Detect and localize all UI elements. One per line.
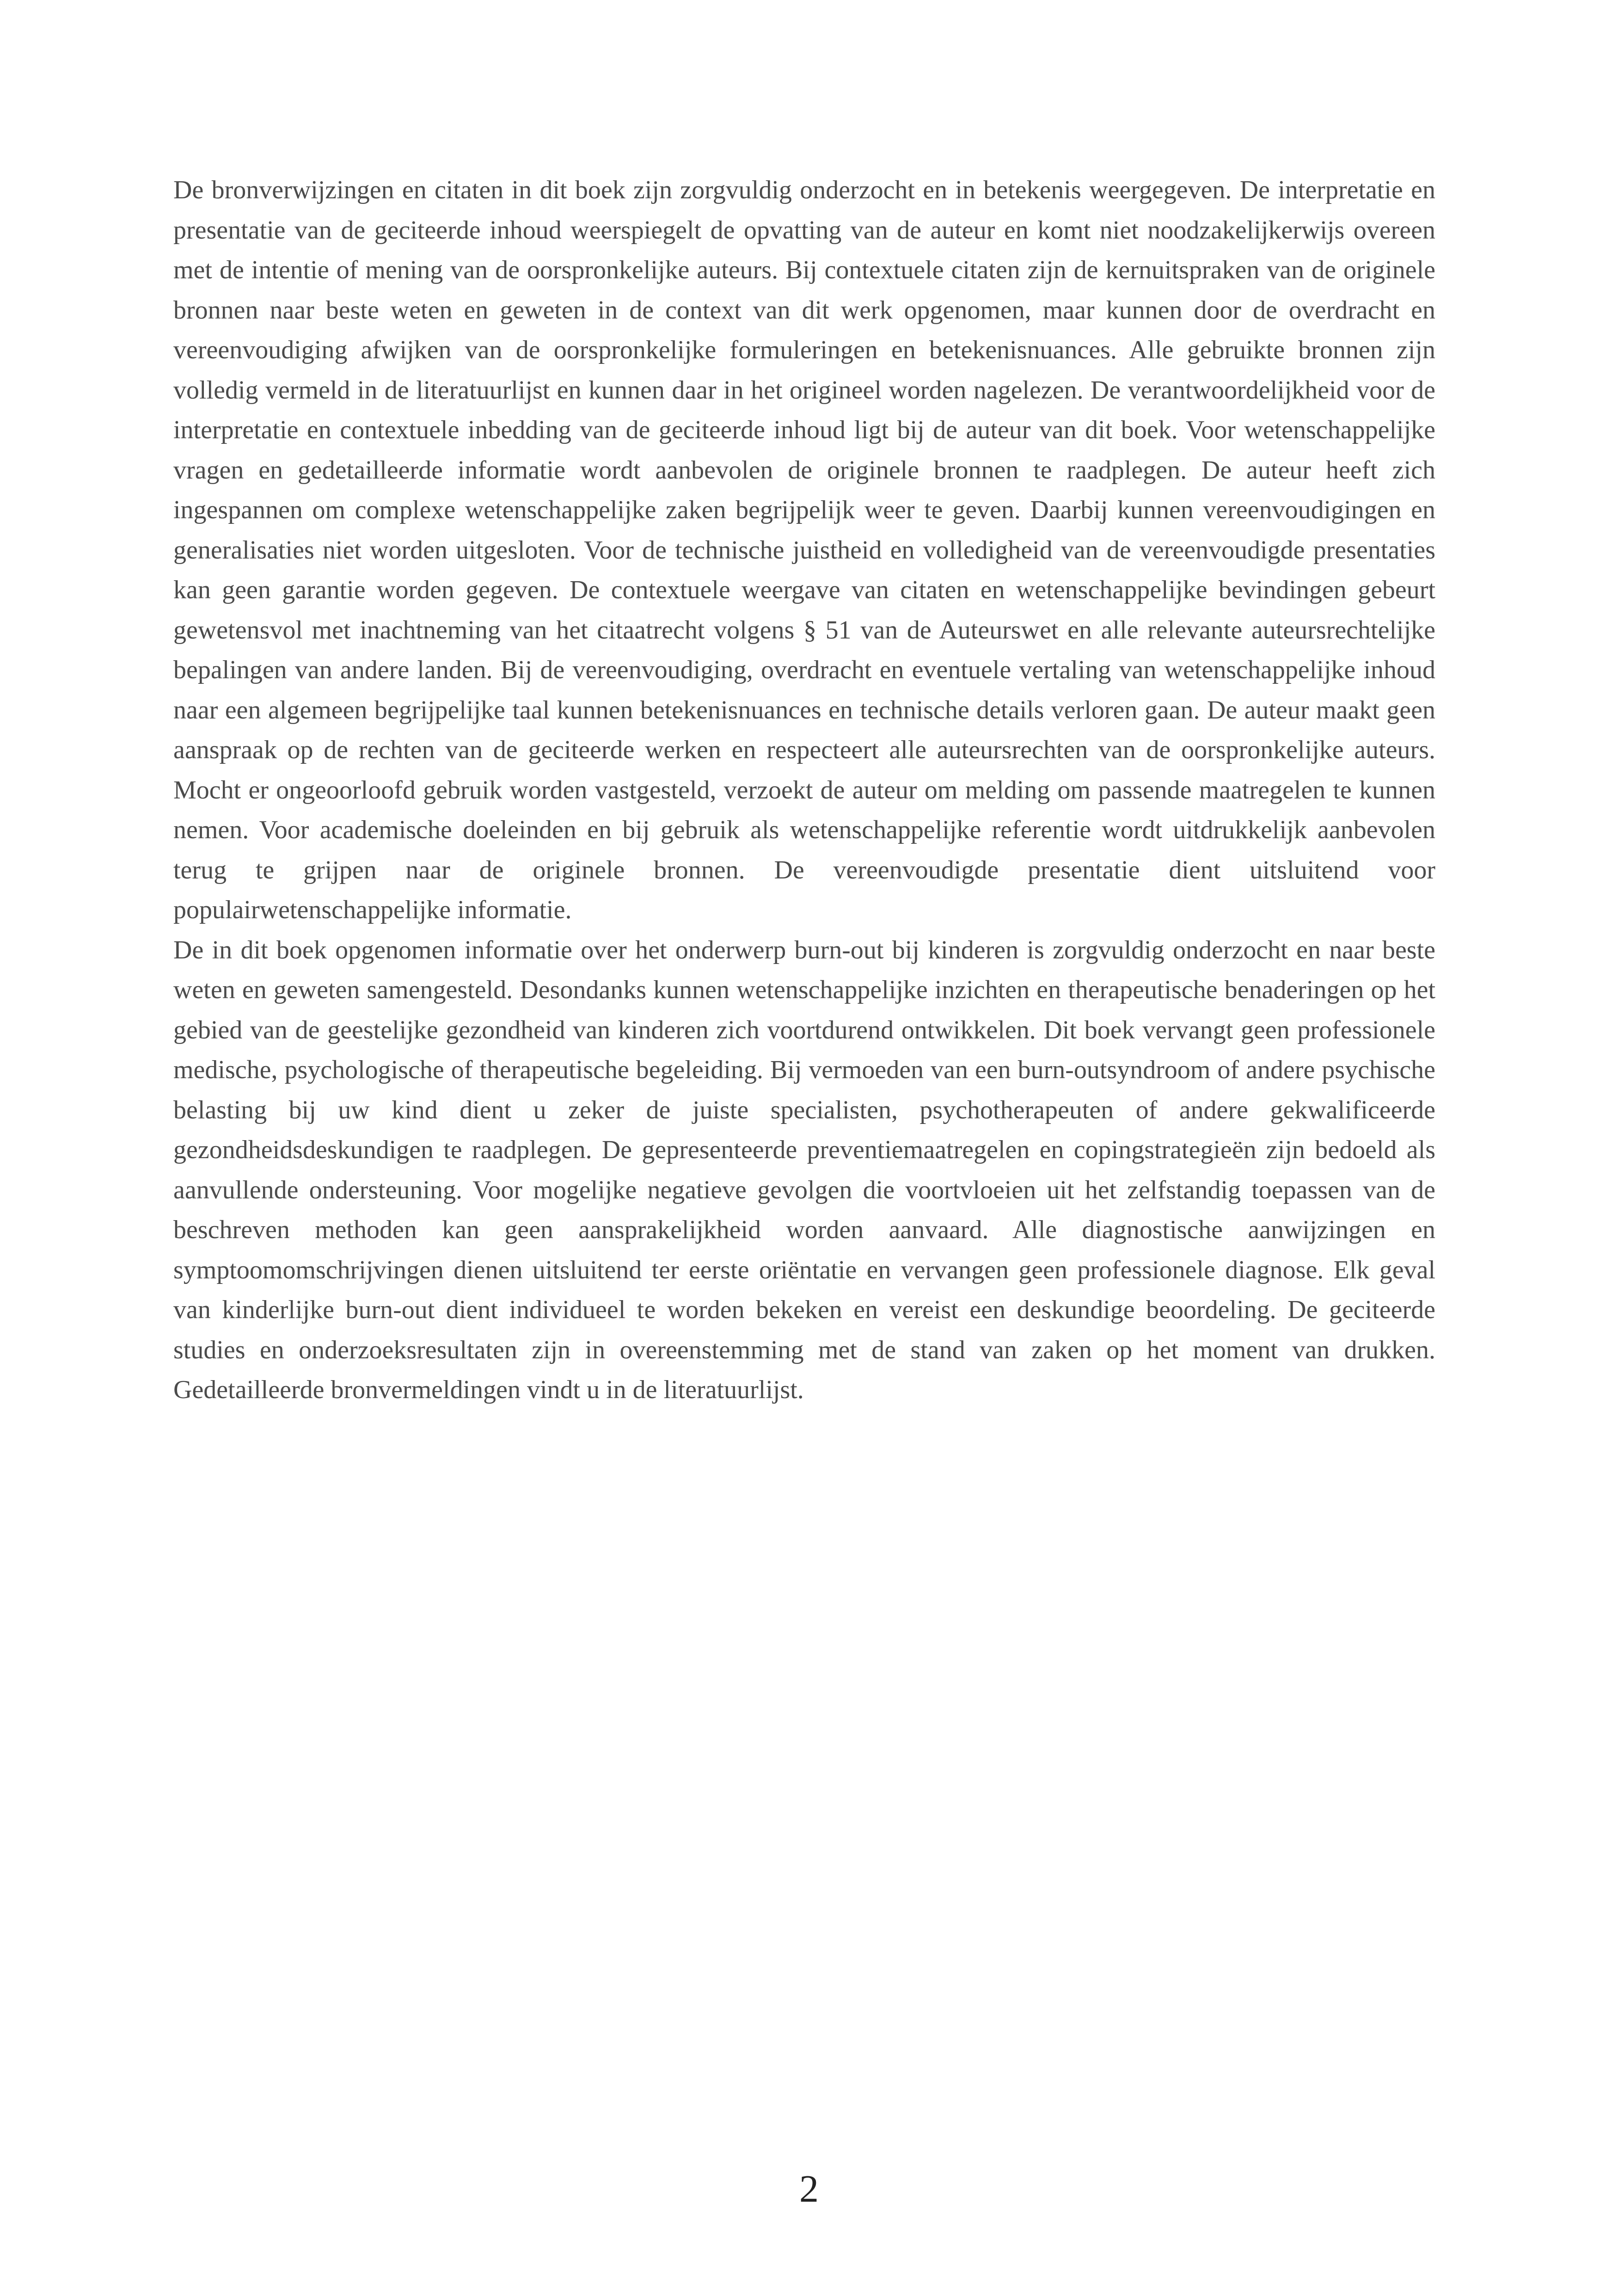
disclaimer-paragraph-medical: De in dit boek opgenomen informatie over het onderwerp burn-out bij kinderen is zorgvuldig onderzocht en naar beste weten en geweten samengesteld. Desondanks kunnen wetenschappelijke inzichten en therapeutische benaderingen op het gebied van de geestelijke gezondheid van kinderen zich voortdurend ontwikkelen. Dit boek vervangt geen professionele medische, psychologische of therapeutische begeleiding. Bij vermoeden van een burn-outsyndroom of andere psychische belasting bij uw kind dient u zeker de juiste specialisten, psychotherapeuten of andere gekwalificeerde gezondheidsdeskundigen te raadplegen. De gepresenteerde preventiemaatregelen en copingstrategieën zijn bedoeld als aanvullende ondersteuning. Voor mogelijke negatieve gevolgen die voortvloeien uit het zelfstandig toepassen van de beschreven methoden kan geen aansprakelijkheid worden aanvaard. Alle diagnostische aanwijzingen en symptoomomschrijvingen dienen uitsluitend ter eerste oriëntatie en vervangen geen professionele diagnose. Elk geval van kinderlijke burn-out dient individueel te worden bekeken en vereist een deskundige beoordeling. De geciteerde studies en onderzoeksresultaten zijn in overeenstemming met de stand van zaken op het moment van drukken. Gedetailleerde bronvermeldingen vindt u in de literatuurlijst. (173, 935, 1435, 1404)
page-number: 2 (799, 2167, 819, 2210)
disclaimer-paragraph-sources: De bronverwijzingen en citaten in dit boek zijn zorgvuldig onderzocht en in betekenis weergegeven. De interpretatie en presentatie van de geciteerde inhoud weerspiegelt de opvatting van de auteur en komt niet noodzakelijkerwijs overeen met de intentie of mening van de oorspronkelijke auteurs. Bij contextuele citaten zijn de kernuitspraken van de originele bronnen naar beste weten en geweten in de context van dit werk opgenomen, maar kunnen door de overdracht en vereenvoudiging afwijken van de oorspronkelijke formuleringen en betekenisnuances. Alle gebruikte bronnen zijn volledig vermeld in de literatuurlijst en kunnen daar in het origineel worden nagelezen. De verantwoordelijkheid voor de interpretatie en contextuele inbedding van de geciteerde inhoud ligt bij de auteur van dit boek. Voor wetenschappelijke vragen en gedetailleerde informatie wordt aanbevolen de originele bronnen te raadplegen. De auteur heeft zich ingespannen om complexe wetenschappelijke zaken begrijpelijk weer te geven. Daarbij kunnen vereenvoudigingen en generalisaties niet worden uitgesloten. Voor de technische juistheid en volledigheid van de vereenvoudigde presentaties kan geen garantie worden gegeven. De contextuele weergave van citaten en wetenschappelijke bevindingen gebeurt gewetensvol met inachtneming van het citaatrecht volgens § 51 van de Auteurswet en alle relevante auteursrechtelijke bepalingen van andere landen. Bij de vereenvoudiging, overdracht en eventuele vertaling van wetenschappelijke inhoud naar een algemeen begrijpelijke taal kunnen betekenisnuances en technische details verloren gaan. De auteur maakt geen aanspraak op de rechten van de geciteerde werken en respecteert alle auteursrechten van de oorspronkelijke auteurs. Mocht er ongeoorloofd gebruik worden vastgesteld, verzoekt de auteur om melding om passende maatregelen te kunnen nemen. Voor academische doeleinden en bij gebruik als wetenschappelijke referentie wordt uitdrukkelijk aanbevolen terug te grijpen naar de originele bronnen. De vereenvoudigde presentatie dient uitsluitend voor populairwetenschappelijke informatie. (173, 176, 1435, 924)
body-text (173, 170, 1435, 1410)
